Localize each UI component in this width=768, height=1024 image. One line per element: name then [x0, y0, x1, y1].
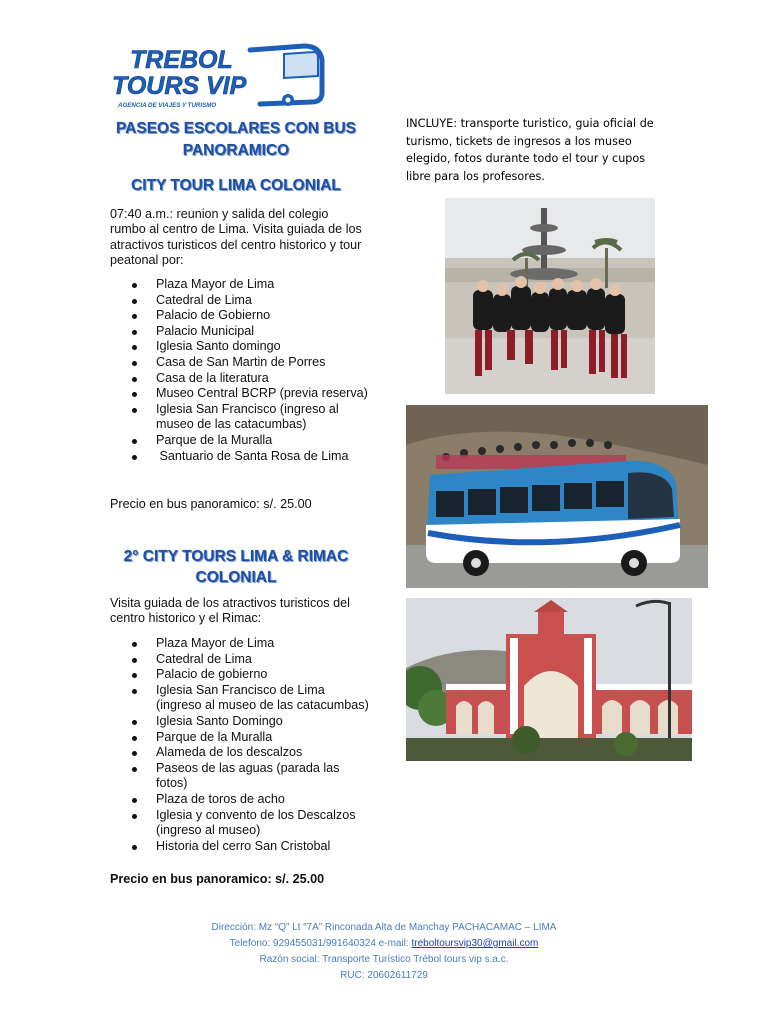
list-item: Iglesia Santo domingo: [110, 339, 372, 355]
section2-intro: Visita guiada de los atractivos turisticos del centro historico y el Rimac:: [110, 596, 350, 626]
list-item: Parque de la Muralla: [110, 433, 372, 449]
section2-list: [110, 636, 372, 854]
footer-contact: [120, 936, 648, 952]
list-item: Alameda de los descalzos: [110, 745, 372, 761]
students-plaza-photo: [445, 198, 655, 394]
footer-ruc: RUC: 20602611729: [340, 970, 428, 981]
list-item: Museo Central BCRP (previa reserva): [110, 386, 372, 402]
logo-graphic: [108, 40, 326, 112]
list-item: Palacio de gobierno: [110, 667, 372, 683]
list-item: Palacio Municipal: [110, 324, 372, 340]
logo-tagline: AGENCIA DE VIAJES Y TURISMO: [118, 102, 217, 109]
list-item: Palacio de Gobierno: [110, 308, 372, 324]
list-item: Plaza Mayor de Lima: [110, 636, 372, 652]
list-item: Iglesia y convento de los Descalzos (ingreso al museo): [110, 808, 372, 839]
list-item: Iglesia San Francisco de Lima (ingreso al museo de las catacumbas): [110, 683, 372, 714]
section2-price: Precio en bus panoramico: s/. 25.00: [110, 872, 325, 886]
logo-line1: TREBOL: [130, 46, 233, 74]
panoramic-bus-photo: [406, 405, 708, 588]
rimac-arch-photo: [406, 598, 692, 761]
list-item: Iglesia San Francisco (ingreso al museo de las catacumbas): [110, 402, 372, 433]
list-item: Casa de la literatura: [110, 371, 372, 387]
list-item: Santuario de Santa Rosa de Lima: [110, 449, 372, 465]
includes-text: INCLUYE: transporte turistico, guia oficial de turismo, tickets de ingresos a los museo elegido, fotos durante todo el tour y cupos libre para los profesores.: [406, 117, 654, 183]
section2-title: 2° CITY TOURS LIMA & RIMAC COLONIAL: [123, 548, 349, 586]
section1-price: Precio en bus panoramico: s/. 25.00: [110, 497, 312, 511]
list-item: Catedral de Lima: [110, 293, 372, 309]
list-item: Catedral de Lima: [110, 652, 372, 668]
section1-intro: 07:40 a.m.: reunion y salida del colegio rumbo al centro de Lima. Visita guiada de los atractivos turisticos del centro historico y tour peatonal por:: [110, 207, 362, 268]
list-item: Historia del cerro San Cristobal: [110, 839, 372, 855]
bus-lettering: TREBOL TOURS: [484, 522, 579, 536]
list-item: Plaza de toros de acho: [110, 792, 372, 808]
footer-email-label: e-mail:: [378, 938, 409, 949]
section1-subtitle: CITY TOUR LIMA COLONIAL: [131, 177, 341, 194]
list-item: Iglesia Santo Domingo: [110, 714, 372, 730]
list-item: Casa de San Martin de Porres: [110, 355, 372, 371]
section1-title: PASEOS ESCOLARES CON BUS PANORAMICO: [115, 120, 356, 159]
footer: [120, 920, 648, 984]
section1-list: [110, 277, 372, 464]
list-item: Parque de la Muralla: [110, 730, 372, 746]
list-item: Plaza Mayor de Lima: [110, 277, 372, 293]
footer-email-link[interactable]: treboltoursvip30@gmail.com: [411, 938, 539, 949]
footer-phone: Telefono: 929455031/991640324: [229, 938, 376, 949]
footer-business-name: Razón social: Transporte Turístico Trébol tours vip s.a.c.: [259, 954, 509, 965]
company-logo: [108, 40, 326, 112]
footer-address: Dirección: Mz “Q” Lt “7A” Rinconada Alta de Manchay PACHACAMAC – LIMA: [211, 922, 557, 933]
logo-line2: TOURS VIP: [112, 72, 247, 100]
list-item: Paseos de las aguas (parada las fotos): [110, 761, 372, 792]
